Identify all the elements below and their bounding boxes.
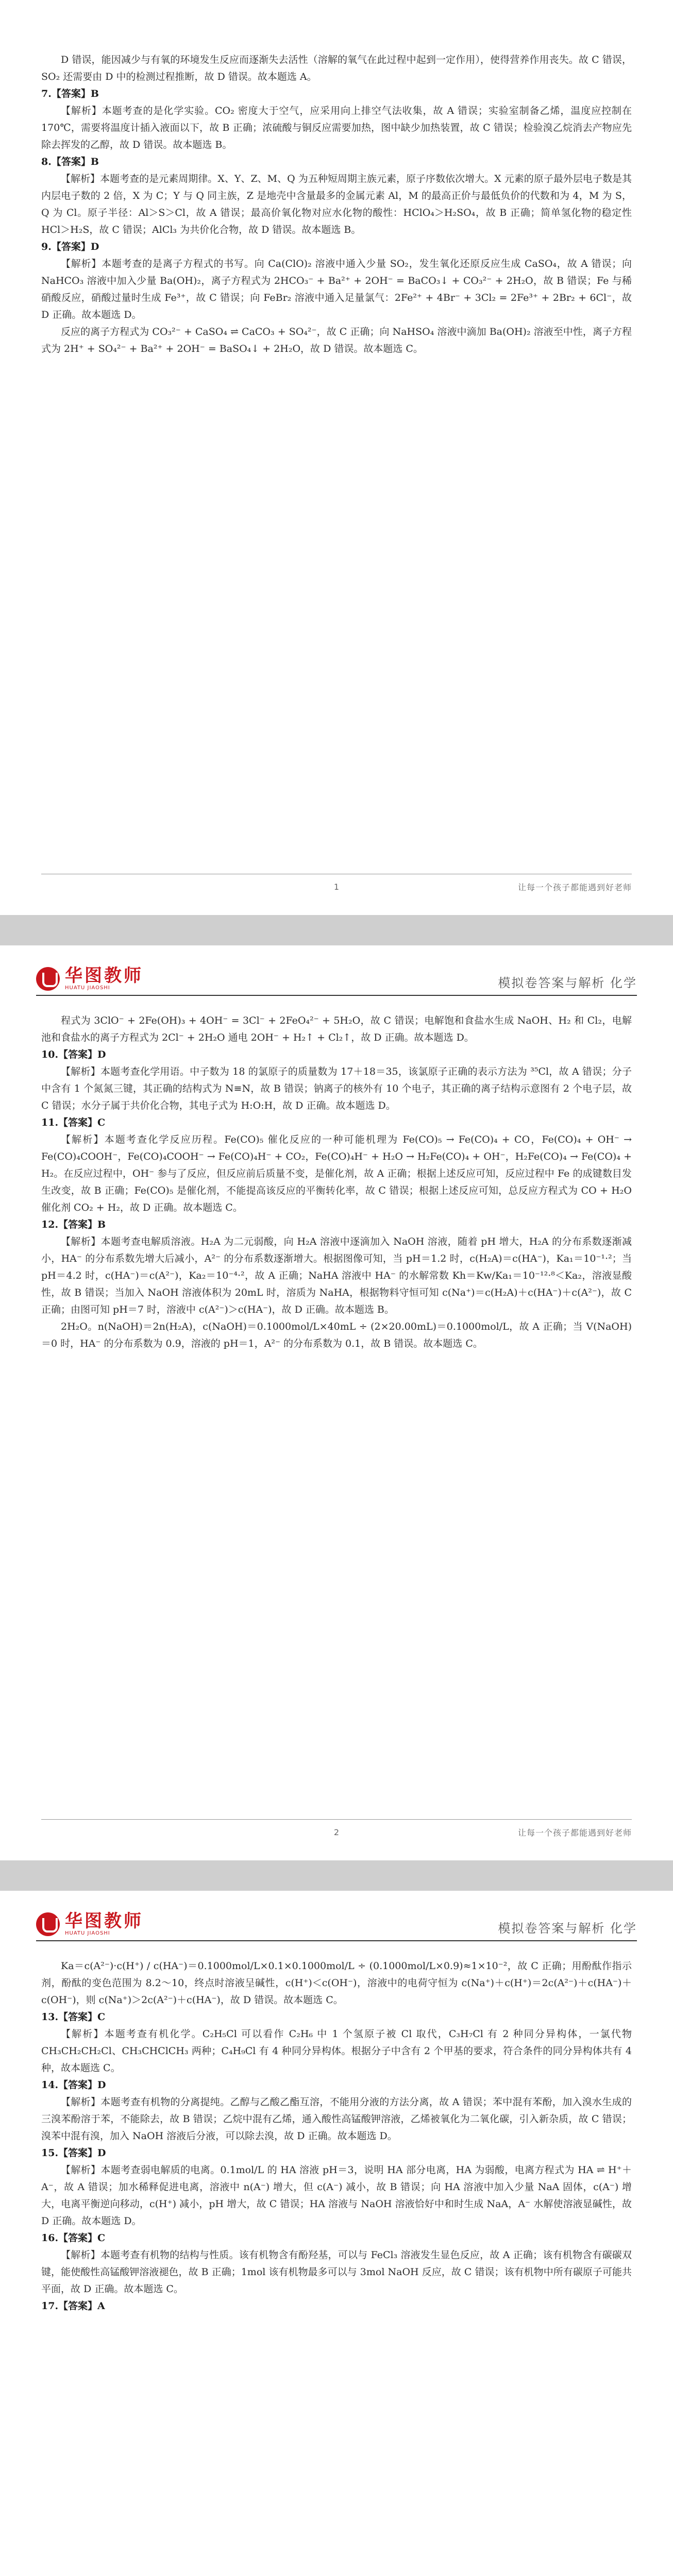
explanation-paragraph: 【解析】本题考查的是化学实验。CO₂ 密度大于空气，应采用向上排空气法收集，故 A 错误；实验室制备乙烯，温度应控制在 170℃，需要将温度计插入液面以下，故 B 正确；浓硫酸与铜反应需要加热，图中缺少加热装置，故 C 错误；检验溴乙烷消去产物应先除去挥发的乙醇，故 D 错误。故本题选 B。	[41, 105, 632, 150]
explanation-paragraph: 【解析】本题考查电解质溶液。H₂A 为二元弱酸，向 H₂A 溶液中逐滴加入 NaOH 溶液，随着 pH 增大，H₂A 的分布系数逐渐减小，HA⁻ 的分布系数先增大后减小，A²⁻ 的分布系数逐渐增大。根据图像可知，当 pH＝1.2 时，c(H₂A)＝c(HA⁻)，Ka₁＝10⁻¹·²；当 pH＝4.2 时，c(HA⁻)＝c(A²⁻)，Ka₂＝10⁻⁴·²，故 A 正确；NaHA 溶液中 HA⁻ 的水解常数 Kh＝Kw/Ka₁＝10⁻¹²·⁸＜Ka₂，溶液显酸性，故 B 错误；当加入 NaOH 溶液体积为 20mL 时，溶质为 NaHA，根据物料守恒可知 c(Na⁺)＝c(H₂A)＋c(HA⁻)＋c(A²⁻)，故 C 正确；由图可知 pH＝7 时，溶液中 c(A²⁻)＞c(HA⁻)，故 D 正确。故本题选 B。	[41, 1236, 632, 1315]
explanation-paragraph: 【解析】本题考查的是离子方程式的书写。向 Ca(ClO)₂ 溶液中通入少量 SO₂，发生氧化还原反应生成 CaSO₄，故 A 错误；向 NaHCO₃ 溶液中加入少量 Ba(OH)₂，离子方程式为 2HCO₃⁻ + Ba²⁺ + 2OH⁻ = BaCO₃↓ + CO₃²⁻ + 2H₂O，故 B 错误；Fe 与稀硝酸反应，硝酸过量时生成 Fe³⁺，故 C 错误；向 FeBr₂ 溶液中通入足量氯气：2Fe²⁺ + 4Br⁻ + 3Cl₂ = 2Fe³⁺ + 2Br₂ + 6Cl⁻，故 D 正确。故本题选 D。	[41, 258, 632, 320]
page-body	[41, 1012, 632, 1352]
explanation-paragraph: 【解析】本题考查的是元素周期律。X、Y、Z、M、Q 为五种短周期主族元素，原子序数依次增大。X 元素的原子最外层电子数是其内层电子数的 2 倍，X 为 C；Y 与 Q 同主族，Z 是地壳中含量最多的金属元素 Al，M 的最高正价与最低负价的代数和为 4，M 为 S，Q 为 Cl。原子半径：Al＞S＞Cl，故 A 错误；最高价氧化物对应水化物的酸性：HClO₄＞H₂SO₄，故 B 正确；简单氢化物的稳定性 HCl＞H₂S，故 C 错误；AlCl₃ 为共价化合物，故 D 错误。故本题选 B。	[41, 173, 632, 235]
answer-heading: 10.【答案】D	[41, 1049, 106, 1060]
page-number: 1	[333, 882, 340, 892]
answer-heading: 15.【答案】D	[41, 2147, 106, 2159]
header-title: 模拟卷答案与解析 化学	[498, 1921, 637, 1936]
explanation-paragraph: Ka＝c(A²⁻)·c(H⁺) / c(HA⁻)＝0.1000mol/L×0.1×0.1000mol/L ÷ (0.1000mol/L×0.9)≈1×10⁻²，故 C 正确；用酚酞作指示剂，酚酞的变色范围为 8.2～10，终点时溶液呈碱性，c(H⁺)＜c(OH⁻)，溶液中的电荷守恒为 c(Na⁺)＋c(H⁺)＝2c(A²⁻)＋c(HA⁻)＋c(OH⁻)，则 c(Na⁺)＞2c(A²⁻)＋c(HA⁻)，故 D 错误。故本题选 C。	[41, 1960, 632, 2006]
explanation-paragraph: 【解析】本题考查有机物的分离提纯。乙醇与乙酸乙酯互溶，不能用分液的方法分离，故 A 错误；苯中混有苯酚，加入溴水生成的三溴苯酚溶于苯，不能除去，故 B 错误；乙烷中混有乙烯，通入酸性高锰酸钾溶液，乙烯被氧化为二氧化碳，引入新杂质，故 C 错误；溴苯中混有溴，加入 NaOH 溶液后分液，可以除去溴，故 D 正确。故本题选 D。	[41, 2096, 632, 2142]
explanation-paragraph: 【解析】本题考查化学用语。中子数为 18 的氯原子的质量数为 17＋18＝35，该氯原子正确的表示方法为 ³⁵Cl，故 A 错误；分子中含有 1 个氮氮三键，其正确的结构式为 N≡N，故 B 错误；钠离子的核外有 10 个电子，其正确的离子结构示意图有 2 个电子层，故 C 错误；水分子属于共价化合物，其电子式为 H:O:H，故 D 正确。故本题选 D。	[41, 1066, 632, 1111]
explanation-paragraph: 【解析】本题考查化学反应历程。Fe(CO)₅ 催化反应的一种可能机理为 Fe(CO)₅ → Fe(CO)₄ + CO，Fe(CO)₄ + OH⁻ → Fe(CO)₄COOH⁻，Fe(CO)₄COOH⁻ → Fe(CO)₄H⁻ + CO₂，Fe(CO)₄H⁻ + H₂O → H₂Fe(CO)₄ + OH⁻，H₂Fe(CO)₄ → Fe(CO)₄ + H₂。在反应过程中，OH⁻ 参与了反应，但反应前后质量不变，是催化剂，故 A 正确；根据上述反应可知，反应过程中 Fe 的成键数目发生改变，故 B 正确；Fe(CO)₅ 是催化剂，不能提高该反应的平衡转化率，故 C 错误；根据上述反应可知，总反应方程式为 CO + H₂O 催化剂 CO₂ + H₂，故 D 正确。故本题选 C。	[41, 1134, 632, 1213]
brand-logo	[36, 1912, 143, 1936]
document-page	[0, 0, 673, 915]
page-header	[36, 967, 637, 996]
answer-heading: 9.【答案】D	[41, 241, 99, 252]
answer-heading: 14.【答案】D	[41, 2079, 106, 2091]
logo-english-name: HUATU JIAOSHI	[65, 985, 110, 991]
huatu-logo-icon	[36, 967, 60, 991]
answer-heading: 13.【答案】C	[41, 2011, 106, 2023]
answer-heading: 7.【答案】B	[41, 88, 99, 99]
explanation-paragraph: 【解析】本题考查弱电解质的电离。0.1mol/L 的 HA 溶液 pH＝3，说明 HA 部分电离，HA 为弱酸，电离方程式为 HA ⇌ H⁺＋A⁻，故 A 错误；加水稀释促进电离，溶液中 n(A⁻) 增大，但 c(A⁻) 减小，故 B 错误；向 HA 溶液中加入少量 NaA 固体，c(A⁻) 增大，电离平衡逆向移动，c(H⁺) 减小，pH 增大，故 C 错误；HA 溶液与 NaOH 溶液恰好中和时生成 NaA，A⁻ 水解使溶液显碱性，故 D 正确。故本题选 D。	[41, 2164, 632, 2227]
huatu-logo-icon	[36, 1912, 60, 1936]
logo-chinese-name: 华图教师	[65, 965, 143, 986]
footer-slogan: 让每一个孩子都能遇到好老师	[517, 1828, 632, 1838]
page-body	[41, 52, 632, 358]
footer-slogan: 让每一个孩子都能遇到好老师	[517, 883, 632, 892]
explanation-paragraph: 反应的离子方程式为 CO₃²⁻ + CaSO₄ ⇌ CaCO₃ + SO₄²⁻，故 C 正确；向 NaHSO₄ 溶液中滴加 Ba(OH)₂ 溶液至中性，离子方程式为 2H⁺ + SO₄²⁻ + Ba²⁺ + 2OH⁻ = BaSO₄↓ + 2H₂O，故 D 错误。故本题选 C。	[41, 326, 632, 354]
document-page	[0, 1891, 673, 2576]
page-footer	[41, 1819, 632, 1845]
explanation-paragraph: 程式为 3ClO⁻ + 2Fe(OH)₃ + 4OH⁻ = 3Cl⁻ + 2FeO₄²⁻ + 5H₂O，故 C 错误；电解饱和食盐水生成 NaOH、H₂ 和 Cl₂，电解池和食盐水的离子方程式为 2Cl⁻ + 2H₂O 通电 2OH⁻ + H₂↑ + Cl₂↑，故 D 正确。故本题选 D。	[41, 1015, 632, 1043]
brand-logo	[36, 967, 143, 991]
logo-chinese-name: 华图教师	[65, 1911, 143, 1931]
logo-english-name: HUATU JIAOSHI	[65, 1930, 110, 1936]
explanation-paragraph: 【解析】本题考查有机化学。C₂H₅Cl 可以看作 C₂H₆ 中 1 个氢原子被 Cl 取代，C₃H₇Cl 有 2 种同分异构体，一氯代物 CH₃CH₂CH₂Cl、CH₃CHClCH₃ 两种；C₄H₉Cl 有 4 种同分异构体。根据分子中含有 2 个甲基的要求，符合条件的同分异构体共有 4 种，故本题选 C。	[41, 2028, 632, 2074]
header-title: 模拟卷答案与解析 化学	[498, 976, 637, 990]
explanation-paragraph: D 错误，能因减少与有氧的环境发生反应而逐渐失去活性（溶解的氧气在此过程中起到一定作用），使得营养作用丧失。故 C 错误，SO₂ 还需要由 D 中的检测过程推断，故 D 错误。故本题选 A。	[41, 54, 632, 82]
answer-heading: 12.【答案】B	[41, 1219, 106, 1230]
page-body	[41, 1958, 632, 2315]
answer-heading: 16.【答案】C	[41, 2232, 106, 2244]
page-footer	[41, 874, 632, 900]
page-header	[36, 1912, 637, 1941]
answer-heading: 17.【答案】A	[41, 2300, 105, 2312]
answer-heading: 11.【答案】C	[41, 1117, 106, 1128]
explanation-paragraph: 2H₂O。n(NaOH)＝2n(H₂A)，c(NaOH)＝0.1000mol/L×40mL ÷ (2×20.00mL)＝0.1000mol/L，故 A 正确；当 V(NaOH)＝0 时，HA⁻ 的分布系数为 0.9，溶液的 pH＝1，A²⁻ 的分布系数为 0.1，故 B 错误。故本题选 C。	[41, 1321, 632, 1349]
document-page	[0, 945, 673, 1860]
page-number: 2	[333, 1827, 340, 1837]
answer-heading: 8.【答案】B	[41, 156, 99, 167]
explanation-paragraph: 【解析】本题考查有机物的结构与性质。该有机物含有酚羟基，可以与 FeCl₃ 溶液发生显色反应，故 A 正确；该有机物含有碳碳双键，能使酸性高锰酸钾溶液褪色，故 B 正确；1mol 该有机物最多可以与 3mol NaOH 反应，故 C 错误；该有机物中所有碳原子可能共平面，故 D 正确。故本题选 C。	[41, 2249, 632, 2295]
